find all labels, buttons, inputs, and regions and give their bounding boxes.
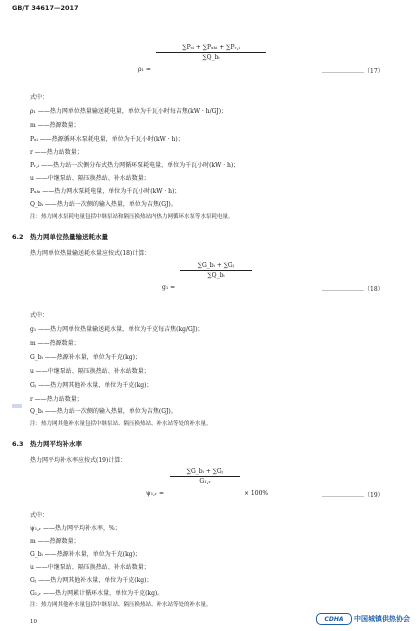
eq19-fraction — [170, 468, 240, 485]
section-6-3-intro: 热力网平均补水率应按式(19)计算： — [30, 457, 127, 464]
eq17-def-2: m ——热源数量； — [30, 122, 80, 129]
eq17-def-5: Pᵣ,ᵢ ——热力站一次侧分布式热力网循环泵耗电量，单位为千瓦小时(kW · h)； — [30, 162, 240, 169]
eq19-def-3: G_bᵢ ——热源补水量，单位为千克(kg)； — [30, 551, 141, 558]
eq18-denominator: ∑Q_bᵢ — [207, 272, 225, 279]
eq17-denominator: ∑Q_bᵢ — [202, 54, 220, 61]
eq18-def-2: m ——热源数量； — [30, 340, 80, 347]
document-code: GB/T 34617—2017 — [12, 4, 79, 12]
eq17-number: …………………（17） — [322, 68, 384, 75]
eq17-def-4: r ——热力站数量； — [30, 149, 83, 156]
eq19-defs-intro: 式中： — [30, 512, 49, 519]
eq19-lhs: ψ₁,ᵣ = — [146, 490, 165, 497]
eq18-def-7: Q_bᵢ ——热力站一次侧的输入热量，单位为吉焦(GJ)。 — [30, 408, 177, 415]
eq18-def-4: u ——中继泵站、隔压换热站、补水站数量； — [30, 368, 150, 375]
eq17-fraction — [156, 44, 266, 61]
eq19-numerator: ∑G_bᵢ + ∑Gⱼ — [170, 468, 240, 477]
section-6-2-title: 6.2 热力网单位热量输送耗水量 — [12, 233, 109, 241]
eq17-def-1: ρ₁ ——热力网单位热量输送耗电量，单位为千瓦小时每吉焦(kW · h/GJ)； — [30, 108, 228, 115]
eq19-def-6: G₁,ᵣ ——热力网累计循环水量，单位为千克(kg)。 — [30, 590, 164, 597]
eq19-number: …………………（19） — [322, 492, 384, 499]
eq19-denominator: G₁,ᵣ — [199, 478, 211, 485]
margin-marker — [12, 404, 22, 408]
eq17-def-8: Q_bᵢ ——热力站一次侧的输入热量，单位为吉焦(GJ)。 — [30, 201, 177, 208]
eq19-def-2: m ——热源数量； — [30, 538, 80, 545]
eq17-lhs: ρ₁ = — [138, 66, 151, 73]
eq18-defs-intro: 式中： — [30, 312, 49, 319]
eq18-def-1: g₁ ——热力网单位热量输送耗水量，单位为千克每吉焦(kg/GJ)； — [30, 326, 204, 333]
logo-text: 中国城镇供热协会 — [354, 615, 410, 623]
eq18-def-3: G_bᵢ ——热源补水量，单位为千克(kg)； — [30, 354, 141, 361]
logo-mark: CDHA — [316, 613, 352, 625]
eq17-def-3: Pₓᵢ ——热源循环水泵耗电量，单位为千瓦小时(kW · h)； — [30, 136, 184, 143]
eq18-def-6: r ——热力站数量； — [30, 396, 83, 403]
eq19-def-5: Gⱼ ——热力网其他补水量，单位为千克(kg)； — [30, 577, 153, 584]
eq18-lhs: g₁ = — [162, 284, 176, 291]
eq19-def-4: u ——中继泵站、隔压换热站、补水站数量； — [30, 564, 150, 571]
eq19-tail: × 100% — [244, 490, 269, 497]
section-6-2-intro: 热力网单位热量输送耗水量应按式(18)计算： — [30, 250, 151, 257]
eq17-def-7: Pₓₕᵢ ——热力网水泵耗电量，单位为千瓦小时(kW · h)； — [30, 188, 181, 195]
eq18-numerator: ∑G_bᵢ + ∑Gⱼ — [180, 262, 252, 271]
publisher-logo — [316, 613, 410, 625]
eq17-defs-intro: 式中： — [30, 94, 49, 101]
eq18-number: …………………（18） — [322, 286, 384, 293]
eq18-fraction — [180, 262, 252, 279]
eq18-def-5: Gⱼ ——热力网其他补水量，单位为千克(kg)； — [30, 382, 153, 389]
eq18-note: 注：热力网其他补水量包括中继泵站、隔压换热站、补水站等处的补水量。 — [30, 421, 212, 427]
section-6-3-title: 6.3 热力网平均补水率 — [12, 440, 83, 448]
eq19-def-1: ψ₁,ᵣ ——热力网平均补水率，%； — [30, 525, 121, 532]
page-number: 10 — [30, 619, 37, 625]
eq17-def-6: u ——中继泵站、隔压换热站、补水站数量； — [30, 175, 150, 182]
eq17-numerator: ∑Pₛᵢ + ∑Pₓₕᵢ + ∑Pᵣ,ᵢ — [156, 44, 266, 53]
eq19-note: 注：热力网其他补水量包括中继泵站、隔压换热站、补水站等处的补水量。 — [30, 602, 212, 608]
eq17-note: 注：热力网水泵耗电量包括中继泵站和隔压换热站内热力网循环水泵等水泵耗电量。 — [30, 214, 234, 220]
